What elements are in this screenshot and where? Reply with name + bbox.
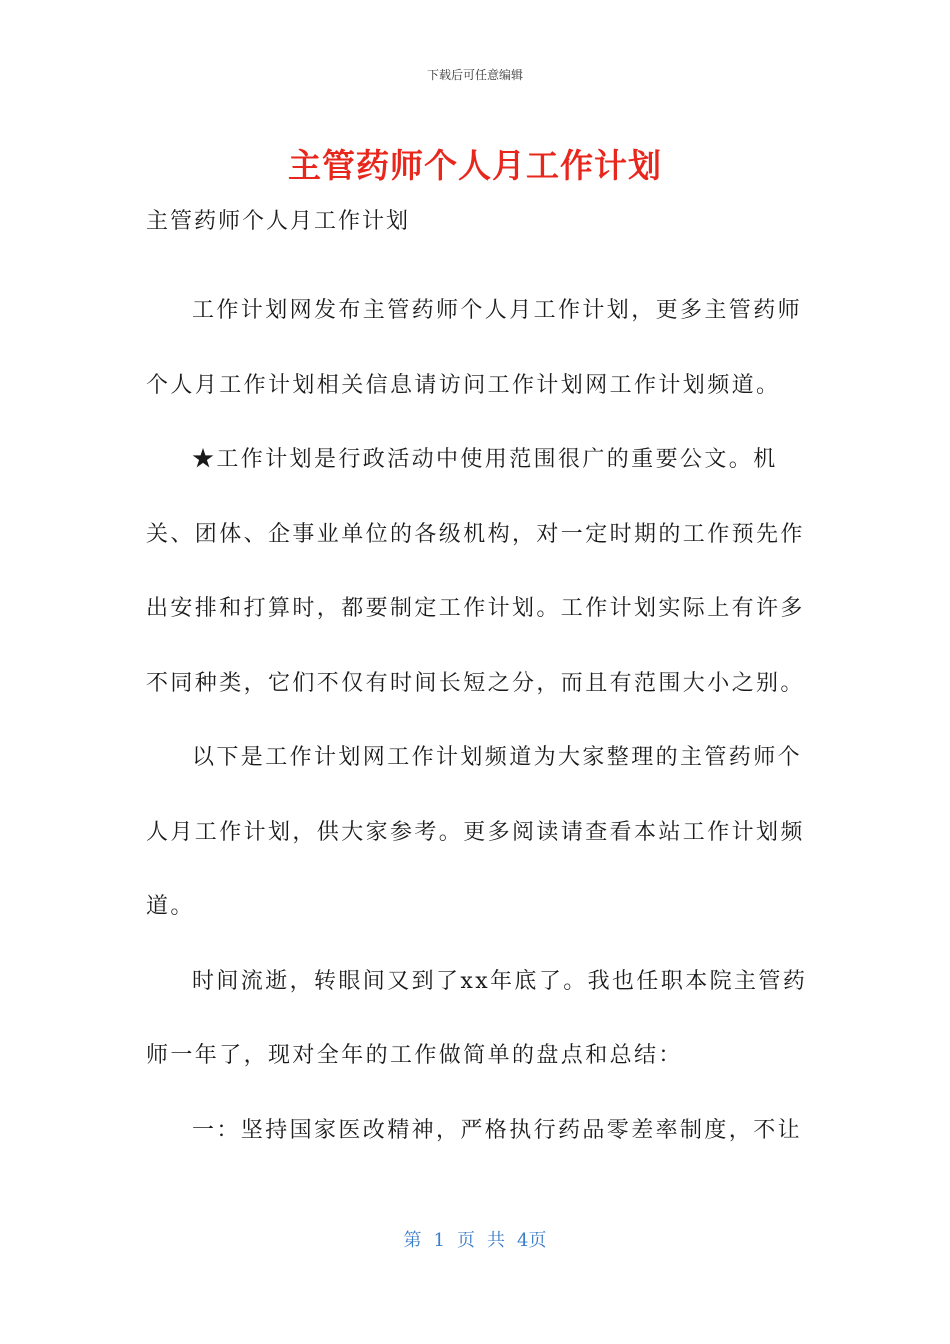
paragraph: 工作计划网发布主管药师个人月工作计划，更多主管药师个人月工作计划相关信息请访问工作计划网工作计划频道。 <box>146 298 803 398</box>
paragraph: 一：坚持国家医改精神，严格执行药品零差率制度，不让 <box>192 1117 803 1143</box>
document-subtitle: 主管药师个人月工作计划 <box>146 209 411 234</box>
total-pages: 4页 <box>517 1230 547 1251</box>
page-unit: 页 <box>457 1230 475 1251</box>
page-footer <box>0 1226 950 1252</box>
paragraph: 时间流逝，转眼间又到了xx年底了。我也任职本院主管药师一年了，现对全年的工作做简单的盘点和总结： <box>146 968 808 1068</box>
paragraph: ★工作计划是行政活动中使用范围很广的重要公文。机关、团体、企事业单位的各级机构，对一定时期的工作预先作出安排和打算时，都要制定工作计划。工作计划实际上有许多不同种类，它们不仅有时间长短之分，而且有范围大小之别。 <box>146 447 805 696</box>
page-number: 1 <box>433 1230 445 1251</box>
total-label: 共 <box>487 1230 505 1251</box>
page-label: 第 <box>403 1230 422 1251</box>
document-body <box>146 274 811 1168</box>
document-title: 主管药师个人月工作计划 <box>288 146 662 185</box>
paragraph: 以下是工作计划网工作计划频道为大家整理的主管药师个人月工作计划，供大家参考。更多阅读请查看本站工作计划频道。 <box>146 745 805 919</box>
header-note: 下载后可任意编辑 <box>426 68 523 82</box>
